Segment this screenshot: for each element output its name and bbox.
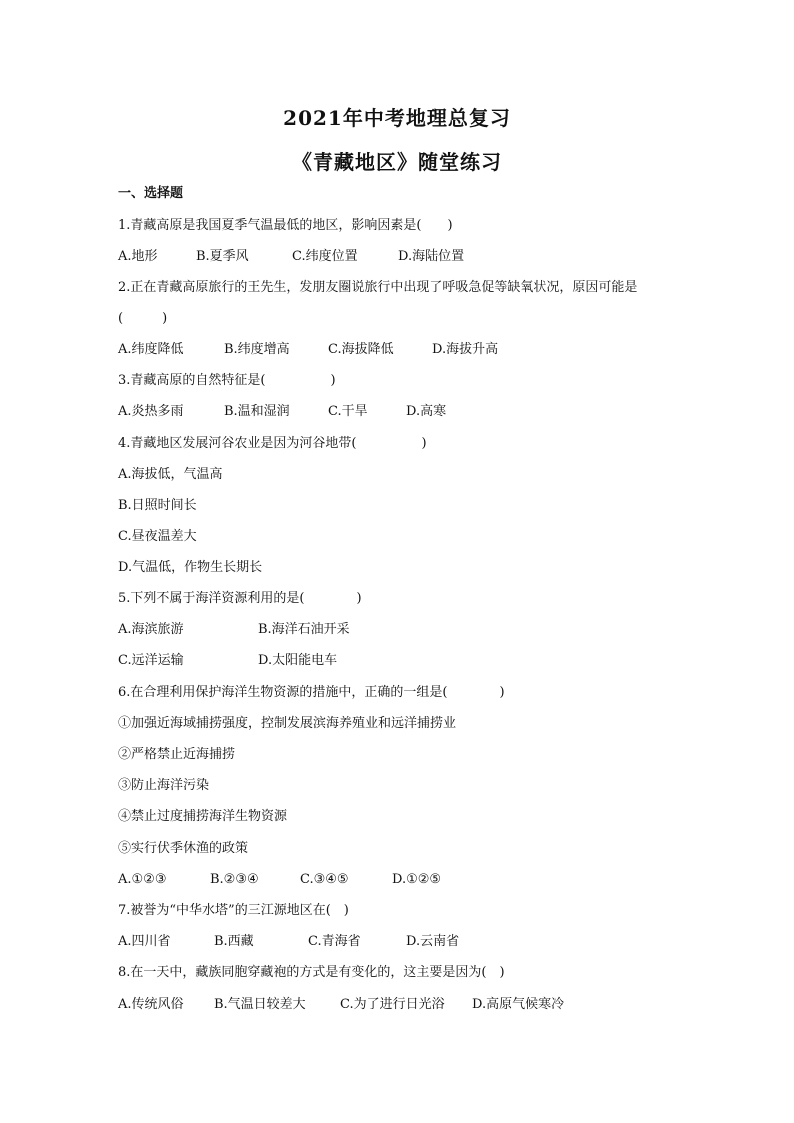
option-a: A.地形	[118, 249, 158, 264]
option-a: A.①②③	[118, 872, 167, 887]
option-a: A.海滨旅游	[118, 622, 184, 637]
question-6-item-5: ⑤实行伏季休渔的政策	[118, 841, 249, 856]
section-heading: 一、选择题	[118, 186, 184, 201]
option-a: A.纬度降低	[118, 342, 184, 357]
question-6-item-4: ④禁止过度捕捞海洋生物资源	[118, 809, 288, 824]
option-a: A.炎热多雨	[118, 404, 184, 419]
document-subtitle: 《青藏地区》随堂练习	[292, 150, 502, 174]
question-2-stem-continued: ( )	[118, 311, 168, 326]
option-a: A.四川省	[118, 934, 171, 949]
option-c: C.青海省	[308, 934, 361, 949]
option-c: C.干旱	[328, 404, 368, 419]
option-d: D.①②⑤	[392, 872, 442, 887]
question-8-stem: 8.在一天中，藏族同胞穿藏袍的方式是有变化的，这主要是因为( )	[118, 965, 505, 980]
option-c: C.③④⑤	[300, 872, 349, 887]
question-5-stem: 5.下列不属于海洋资源利用的是( )	[118, 591, 362, 606]
option-b: B.气温日较差大	[214, 997, 306, 1012]
option-a: A.传统风俗	[118, 997, 184, 1012]
option-c: C.纬度位置	[292, 249, 358, 264]
option-b: B.温和湿润	[224, 404, 290, 419]
option-b: B.西藏	[214, 934, 254, 949]
question-6-stem: 6.在合理利用保护海洋生物资源的措施中，正确的一组是( )	[118, 685, 505, 700]
question-4-stem: 4.青藏地区发展河谷农业是因为河谷地带( )	[118, 436, 427, 451]
question-4-option-a: A.海拔低，气温高	[118, 467, 223, 482]
document-title: 2021年中考地理总复习	[283, 106, 511, 130]
question-1-stem: 1.青藏高原是我国夏季气温最低的地区，影响因素是( )	[118, 218, 453, 233]
option-b: B.夏季风	[196, 249, 249, 264]
question-4-option-b: B.日照时间长	[118, 498, 197, 513]
question-6-item-1: ①加强近海域捕捞强度，控制发展滨海养殖业和远洋捕捞业	[118, 716, 457, 731]
option-c: C.为了进行日光浴	[340, 997, 445, 1012]
option-d: D.云南省	[406, 934, 460, 949]
option-c: C.远洋运输	[118, 653, 184, 668]
question-3-stem: 3.青藏高原的自然特征是( )	[118, 373, 336, 388]
option-b: B.②③④	[210, 872, 259, 887]
question-6-item-3: ③防止海洋污染	[118, 778, 210, 793]
option-d: D.海陆位置	[398, 249, 465, 264]
option-d: D.高原气候寒冷	[472, 997, 565, 1012]
option-d: D.海拔升高	[432, 342, 499, 357]
question-2-stem: 2.正在青藏高原旅行的王先生，发朋友圈说旅行中出现了呼吸急促等缺氧状况，原因可能是	[118, 280, 638, 295]
question-4-option-d: D.气温低，作物生长期长	[118, 560, 263, 575]
option-c: C.海拔降低	[328, 342, 394, 357]
option-d: D.高寒	[406, 404, 447, 419]
option-b: B.海洋石油开采	[258, 622, 350, 637]
question-7-stem: 7.被誉为“中华水塔”的三江源地区在( )	[118, 903, 349, 918]
option-b: B.纬度增高	[224, 342, 290, 357]
option-d: D.太阳能电车	[258, 653, 338, 668]
question-6-item-2: ②严格禁止近海捕捞	[118, 747, 236, 762]
question-4-option-c: C.昼夜温差大	[118, 529, 197, 544]
